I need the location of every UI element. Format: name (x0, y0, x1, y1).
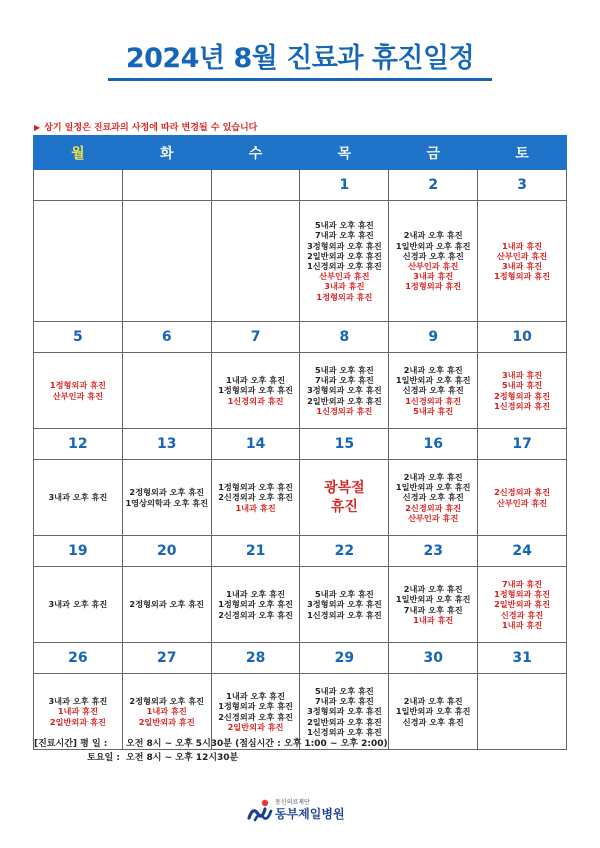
notice-text: 상기 일정은 진료과의 사정에 따라 변경될 수 있습니다 (44, 123, 258, 133)
notice (34, 120, 257, 133)
closure-line: 1정형외과 휴진 (49, 380, 106, 391)
closure-line: 산부인과 휴진 (319, 271, 370, 282)
calendar-body (34, 170, 567, 750)
closure-line: 산부인과 휴진 (408, 261, 459, 271)
hospital-name: 동부제일병원 (275, 807, 345, 821)
date-number: 20 (122, 536, 211, 567)
closure-line: 3정형외과 오후 휴진 (307, 599, 382, 610)
clinic-hours (34, 737, 388, 765)
closure-line: 1내과 오후 휴진 (226, 589, 285, 600)
closure-info-row (34, 353, 567, 429)
closure-line: 3내과 오후 휴진 (48, 696, 108, 707)
closure-line: 1내과 오후 휴진 (226, 691, 285, 702)
date-number: 2 (389, 170, 478, 201)
closure-line: 7내과 오후 휴진 (314, 696, 374, 707)
day-closure-cell (34, 353, 123, 429)
closure-line: 신경과 오후 휴진 (402, 250, 464, 261)
closure-line: 3내과 휴진 (501, 370, 543, 381)
closure-line: 2일반외과 휴진 (227, 721, 284, 732)
date-number-row (34, 536, 567, 567)
date-number: 22 (300, 536, 389, 567)
date-number (34, 170, 123, 201)
weekday-wednesday: 수 (211, 136, 300, 170)
date-number (211, 170, 300, 201)
day-closure-cell (122, 460, 211, 536)
closure-line: 1일반외과 오후 휴진 (395, 375, 471, 386)
day-closure-cell (478, 353, 567, 429)
closure-line: 1신경외과 휴진 (316, 405, 373, 416)
date-number: 5 (34, 322, 123, 353)
closure-line: 7내과 오후 휴진 (314, 375, 374, 386)
closure-line: 산부인과 휴진 (496, 250, 548, 261)
weekday-hours-row (34, 737, 388, 751)
closure-line: 1내과 휴진 (235, 502, 276, 513)
closure-line: 1신경외과 휴진 (405, 395, 462, 406)
closure-line: 5내과 오후 휴진 (314, 685, 374, 696)
closure-info-row (34, 460, 567, 536)
date-number: 23 (389, 536, 478, 567)
saturday-hours-label: 토요일 : (87, 753, 120, 763)
closure-line: 2정형외과 오후 휴진 (129, 487, 205, 498)
closure-line: 5내과 휴진 (501, 380, 543, 391)
closure-line: 1일반외과 오후 휴진 (395, 240, 471, 251)
closure-line: 3정형외과 오후 휴진 (307, 240, 382, 251)
closure-line: 1일반외과 오후 휴진 (395, 594, 471, 605)
closure-line: 2정형외과 오후 휴진 (129, 696, 205, 707)
date-number: 21 (211, 536, 300, 567)
closure-line: 1정형외과 오후 휴진 (218, 482, 293, 493)
day-closure-cell (211, 567, 300, 643)
closure-line: 1신경외과 오후 휴진 (307, 726, 382, 737)
page-title: 2024년 8월 진료과 휴진일정 (125, 43, 475, 74)
date-number: 14 (211, 429, 300, 460)
day-closure-cell (34, 567, 123, 643)
closure-line: 신경과 오후 휴진 (402, 716, 464, 727)
date-number: 28 (211, 643, 300, 674)
closure-line: 1정형외과 휴진 (494, 589, 551, 600)
closure-line: 3내과 오후 휴진 (48, 492, 108, 503)
closure-line: 1영상의학과 오후 휴진 (125, 497, 209, 508)
closure-line: 2신경외과 오후 휴진 (218, 492, 293, 503)
day-closure-cell (34, 460, 123, 536)
date-number: 31 (478, 643, 567, 674)
day-closure-cell (300, 567, 389, 643)
closure-line: 7내과 오후 휴진 (403, 604, 463, 615)
closure-line: 3내과 오후 휴진 (48, 599, 108, 610)
date-number: 30 (389, 643, 478, 674)
closure-line: 2내과 오후 휴진 (403, 471, 463, 482)
closure-line: 1신경외과 휴진 (494, 400, 551, 411)
calendar-table (33, 135, 567, 750)
date-number: 3 (478, 170, 567, 201)
day-closure-cell (211, 353, 300, 429)
closure-line: 1내과 휴진 (146, 706, 187, 717)
closure-line: 3내과 휴진 (501, 261, 543, 271)
closure-line: 산부인과 휴진 (496, 497, 548, 508)
closure-line: 1내과 휴진 (501, 619, 543, 630)
closure-line: 5내과 휴진 (413, 405, 454, 416)
day-closure-cell (478, 567, 567, 643)
weekday-saturday: 토 (478, 136, 567, 170)
closure-line: 1일반외과 오후 휴진 (395, 482, 471, 493)
weekday-friday: 금 (389, 136, 478, 170)
closure-line: 1신경외과 오후 휴진 (307, 261, 382, 271)
closure-line: 2일반외과 휴진 (494, 599, 551, 610)
weekday-hours-label: [진료시간] 평 일 : (34, 739, 108, 749)
closure-line: 7내과 휴진 (501, 578, 543, 589)
closure-line: 2내과 오후 휴진 (403, 230, 463, 241)
closure-line: 2내과 오후 휴진 (403, 364, 463, 375)
title-underline (108, 78, 492, 81)
closure-line: 1신경외과 오후 휴진 (307, 609, 382, 620)
closure-line: 5내과 오후 휴진 (314, 364, 374, 375)
closure-line: 1신경외과 휴진 (227, 395, 284, 406)
date-number (122, 170, 211, 201)
closure-line: 1정형외과 휴진 (494, 271, 551, 282)
date-number: 17 (478, 429, 567, 460)
closure-line: 산부인과 휴진 (52, 390, 104, 401)
closure-line: 3정형외과 오후 휴진 (307, 706, 382, 717)
closure-line: 2일반외과 휴진 (49, 716, 106, 727)
closure-line: 2신경외과 오후 휴진 (218, 711, 293, 722)
hospital-logo (247, 796, 357, 826)
date-number: 26 (34, 643, 123, 674)
day-closure-cell (300, 460, 389, 536)
closure-line: 5내과 오후 휴진 (314, 589, 374, 600)
closure-line: 산부인과 휴진 (408, 512, 459, 523)
date-number: 9 (389, 322, 478, 353)
day-closure-cell (389, 460, 478, 536)
closure-line: 2정형외과 휴진 (494, 390, 551, 401)
date-number: 8 (300, 322, 389, 353)
day-closure-cell (122, 353, 211, 429)
closure-line: 3내과 휴진 (413, 271, 454, 282)
day-closure-cell (122, 567, 211, 643)
closure-info-row (34, 567, 567, 643)
closure-line: 1내과 오후 휴진 (226, 375, 285, 386)
closure-line: 1정형외과 오후 휴진 (218, 385, 293, 396)
closure-line: 1일반외과 오후 휴진 (395, 706, 471, 717)
date-number: 1 (300, 170, 389, 201)
foundation-name: 동신의료재단 (275, 799, 310, 806)
date-number: 12 (34, 429, 123, 460)
day-closure-cell (478, 460, 567, 536)
day-closure-cell (389, 674, 478, 750)
date-number: 16 (389, 429, 478, 460)
date-number-row (34, 322, 567, 353)
closure-line: 2신경외과 오후 휴진 (218, 609, 293, 620)
date-number: 19 (34, 536, 123, 567)
date-number: 10 (478, 322, 567, 353)
date-number: 6 (122, 322, 211, 353)
date-number: 24 (478, 536, 567, 567)
weekday-tuesday: 화 (122, 136, 211, 170)
closure-line: 2일반외과 휴진 (138, 716, 195, 727)
saturday-hours-value: 오전 8시 ~ 오후 12시30분 (126, 753, 239, 763)
date-number: 15 (300, 429, 389, 460)
closure-line: 신경과 오후 휴진 (402, 492, 464, 503)
day-closure-cell (211, 201, 300, 322)
weekday-thursday: 목 (300, 136, 389, 170)
closure-line: 2내과 오후 휴진 (403, 696, 463, 707)
day-closure-cell (478, 674, 567, 750)
triangle-right-icon: ▶ (34, 123, 41, 132)
date-number-row (34, 170, 567, 201)
closure-line: 1정형외과 휴진 (405, 281, 462, 292)
closure-line: 신경과 휴진 (500, 609, 544, 620)
closure-line: 1정형외과 오후 휴진 (218, 701, 293, 712)
closure-line: 1내과 휴진 (413, 614, 454, 625)
day-closure-cell (389, 201, 478, 322)
closure-info-row (34, 201, 567, 322)
date-number: 29 (300, 643, 389, 674)
hospital-logo-mark-icon (247, 798, 273, 822)
day-closure-cell (389, 353, 478, 429)
day-closure-cell (300, 353, 389, 429)
closure-line: 5내과 오후 휴진 (314, 220, 374, 231)
closure-line: 7내과 오후 휴진 (314, 230, 374, 241)
closure-line: 2일반외과 오후 휴진 (307, 716, 382, 727)
day-closure-cell (389, 567, 478, 643)
day-closure-cell (478, 201, 567, 322)
date-number-row (34, 429, 567, 460)
closure-line: 2신경외과 휴진 (405, 502, 462, 513)
closure-line: 3내과 휴진 (324, 281, 365, 292)
closure-line: 2일반외과 오후 휴진 (307, 250, 382, 261)
date-number: 27 (122, 643, 211, 674)
date-number: 13 (122, 429, 211, 460)
day-closure-cell (122, 201, 211, 322)
closure-line: 3정형외과 오후 휴진 (307, 385, 382, 396)
closure-line: 2내과 오후 휴진 (403, 584, 463, 595)
closure-line: 1내과 휴진 (501, 240, 543, 251)
holiday-label: 광복절 (324, 479, 365, 496)
date-number-row (34, 643, 567, 674)
weekday-hours-value: 오전 8시 ~ 오후 5시30분 (점심시간 : 오후 1:00 ~ 오후 2:00) (126, 739, 388, 749)
date-number: 7 (211, 322, 300, 353)
closure-line: 1내과 휴진 (57, 706, 98, 717)
weekday-monday: 월 (34, 136, 123, 170)
saturday-hours-row (34, 751, 388, 765)
closure-line: 2정형외과 오후 휴진 (129, 599, 205, 610)
closure-line: 1정형외과 휴진 (316, 291, 373, 302)
day-closure-cell (211, 460, 300, 536)
closure-line: 2일반외과 오후 휴진 (307, 395, 382, 406)
holiday-label: 휴진 (330, 498, 358, 515)
day-closure-cell (34, 201, 123, 322)
closure-line: 신경과 오후 휴진 (402, 385, 464, 396)
closure-line: 1정형외과 오후 휴진 (218, 599, 293, 610)
weekday-header-row (34, 136, 567, 170)
day-closure-cell (300, 201, 389, 322)
closure-line: 2신경외과 휴진 (494, 487, 551, 498)
